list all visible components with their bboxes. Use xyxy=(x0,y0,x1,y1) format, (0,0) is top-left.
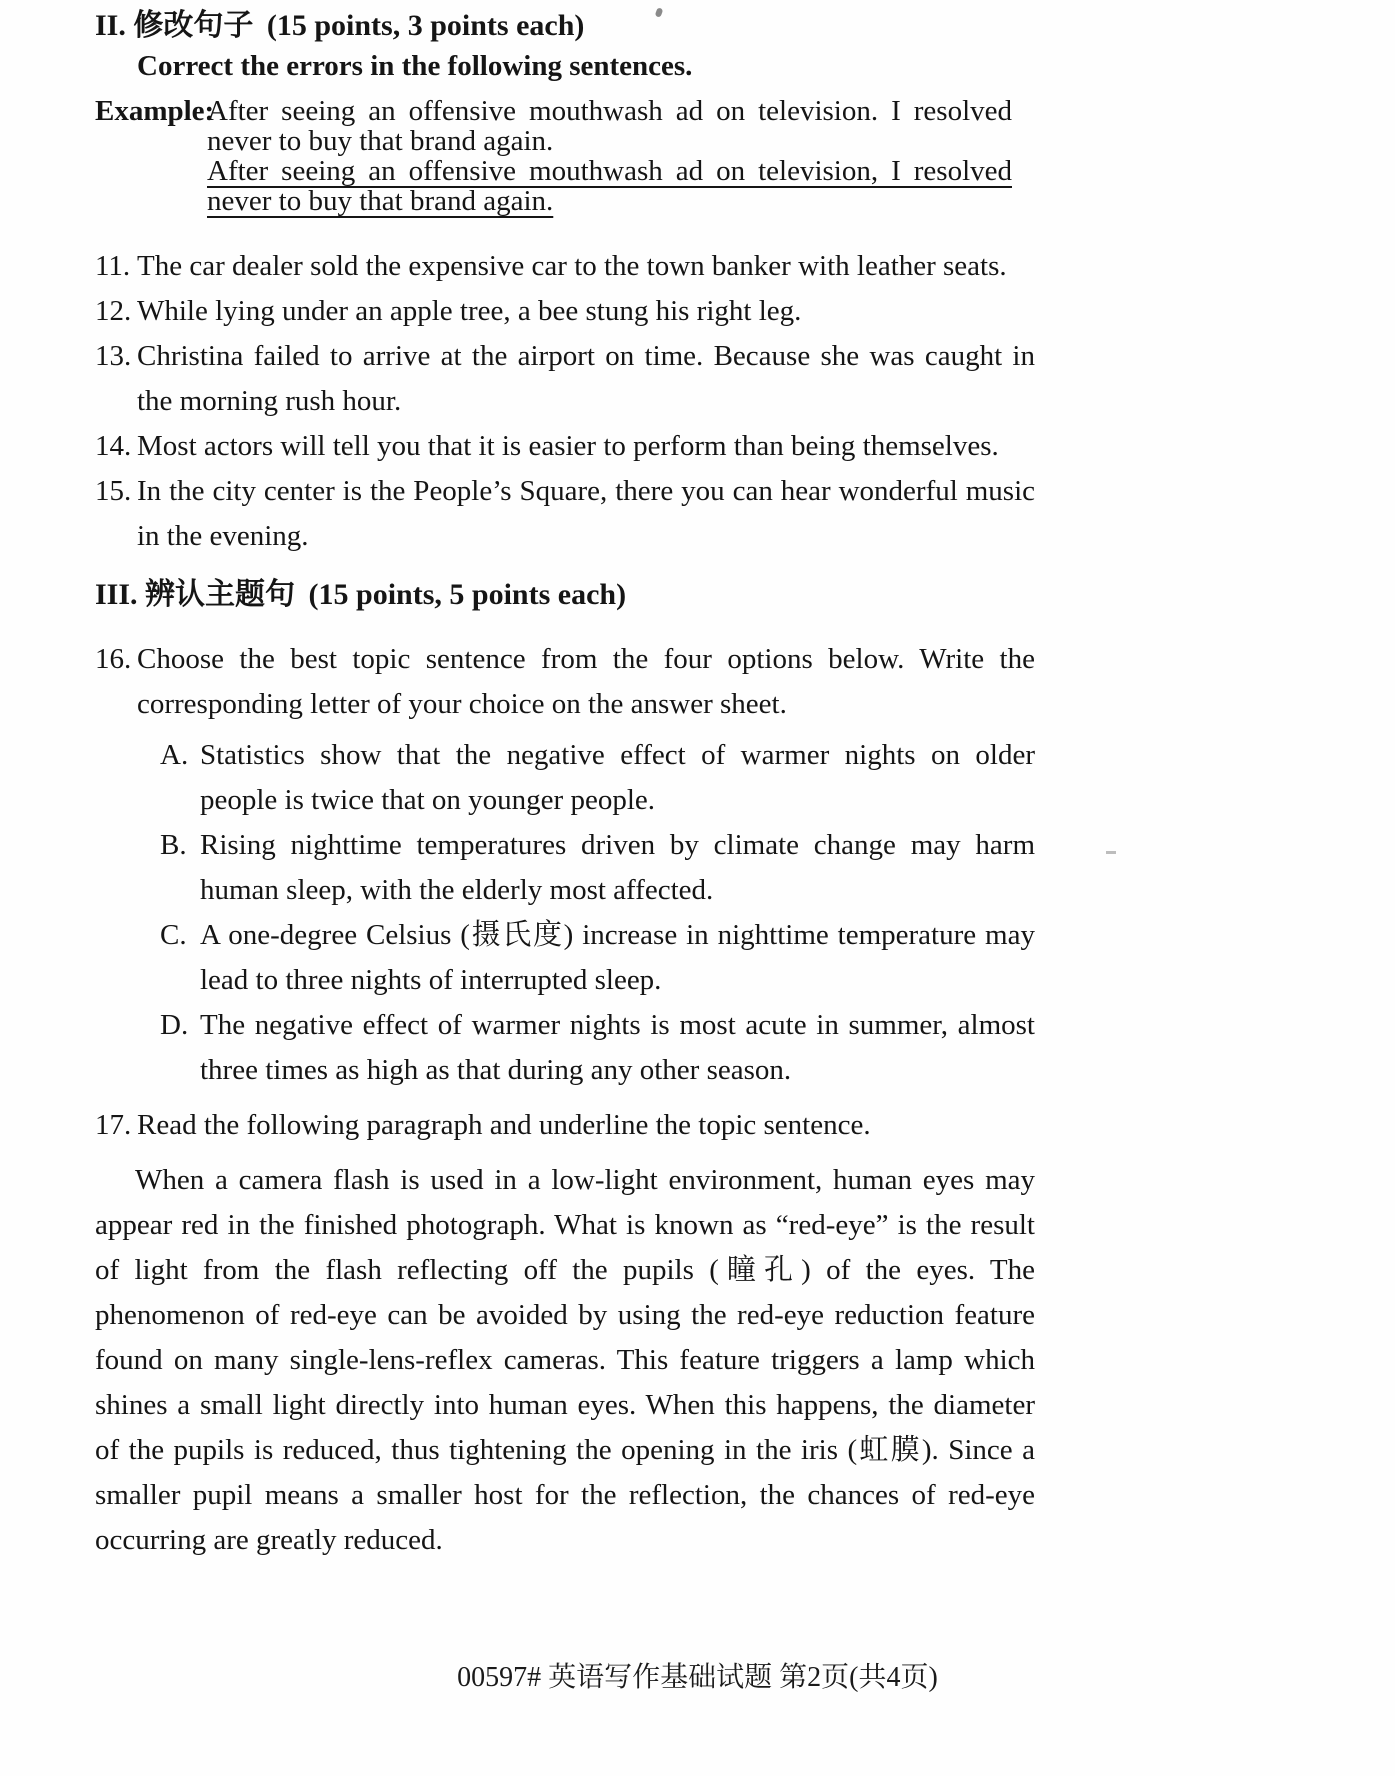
section-ii-items xyxy=(95,244,1035,559)
section-iii-number: III. xyxy=(95,578,138,611)
item-12 xyxy=(95,289,1035,334)
option-b-letter: B. xyxy=(160,829,187,861)
page-footer: 00597# 英语写作基础试题 第2页(共4页) xyxy=(457,1662,938,1693)
item-14-number: 14. xyxy=(95,430,132,462)
option-d-text: The negative effect of warmer nights is most acute in summer, almost three times as high as that during any other season. xyxy=(200,1009,1035,1086)
example-label: Example: xyxy=(95,95,215,127)
question-16-text: Choose the best topic sentence from the four options below. Write the corresponding letter of your choice on the answer sheet. xyxy=(137,643,1035,720)
item-15 xyxy=(95,469,1035,559)
option-c-text: A one-degree Celsius (摄氏度) increase in nighttime temperature may lead to three nights of interrupted sleep. xyxy=(200,919,1035,996)
section-ii-instruction: Correct the errors in the following sentences. xyxy=(137,50,693,82)
item-11 xyxy=(95,244,1035,289)
item-15-number: 15. xyxy=(95,475,132,507)
item-11-text: The car dealer sold the expensive car to the town banker with leather seats. xyxy=(137,250,1007,282)
example-block xyxy=(95,96,1035,216)
section-ii-points: (15 points, 3 points each) xyxy=(266,9,585,42)
question-16-options xyxy=(160,733,1035,1093)
option-a-letter: A. xyxy=(160,739,189,771)
question-17 xyxy=(95,1103,1035,1148)
item-13-number: 13. xyxy=(95,340,132,372)
example-corrected-sentence: After seeing an offensive mouthwash ad on television, I resolved never to buy that brand again. xyxy=(207,155,1012,217)
question-16 xyxy=(95,637,1035,727)
option-c-letter: C. xyxy=(160,919,187,951)
scan-artifact-dash xyxy=(1106,851,1116,854)
section-ii-heading xyxy=(95,8,1035,44)
option-d xyxy=(160,1003,1035,1093)
option-b xyxy=(160,823,1035,913)
item-14-text: Most actors will tell you that it is easier to perform than being themselves. xyxy=(137,430,999,462)
section-iii-title-cn: 辨认主题句 xyxy=(145,578,296,611)
option-b-text: Rising nighttime temperatures driven by climate change may harm human sleep, with the elderly most affected. xyxy=(200,829,1035,906)
item-12-text: While lying under an apple tree, a bee stung his right leg. xyxy=(137,295,802,327)
option-c xyxy=(160,913,1035,1003)
question-17-paragraph: When a camera flash is used in a low-light environment, human eyes may appear red in the finished photograph. What is known as “red-eye” is the result of light from the flash reflecting off the pupils (瞳孔) of the eyes. The phenomenon of red-eye can be avoided by using the red-eye reduction feature found on many single-lens-reflex cameras. This feature triggers a lamp which shines a small light directly into human eyes. When this happens, the diameter of the pupils is reduced, thus tightening the opening in the iris (虹膜). Since a smaller pupil means a smaller host for the reflection, the chances of red-eye occurring are greatly reduced. xyxy=(95,1164,1035,1556)
page-content xyxy=(95,8,1035,1563)
question-16-number: 16. xyxy=(95,643,132,675)
option-a xyxy=(160,733,1035,823)
section-ii-title-cn: 修改句子 xyxy=(133,9,254,42)
item-13-text: Christina failed to arrive at the airport on time. Because she was caught in the morning rush hour. xyxy=(137,340,1035,417)
section-iii-points: (15 points, 5 points each) xyxy=(308,578,627,611)
section-iii-heading xyxy=(95,575,1035,615)
item-14 xyxy=(95,424,1035,469)
option-d-letter: D. xyxy=(160,1009,189,1041)
item-11-number: 11. xyxy=(95,250,131,282)
item-12-number: 12. xyxy=(95,295,132,327)
question-17-number: 17. xyxy=(95,1109,132,1141)
item-13 xyxy=(95,334,1035,424)
example-body xyxy=(207,96,1012,216)
example-wrong-sentence: After seeing an offensive mouthwash ad on television. I resolved never to buy that brand again. xyxy=(207,95,1012,157)
option-a-text: Statistics show that the negative effect of warmer nights on older people is twice that on younger people. xyxy=(200,739,1035,816)
item-15-text: In the city center is the People’s Square, there you can hear wonderful music in the evening. xyxy=(137,475,1035,552)
question-17-text: Read the following paragraph and underline the topic sentence. xyxy=(137,1109,871,1141)
section-ii-number: II. xyxy=(95,9,126,42)
